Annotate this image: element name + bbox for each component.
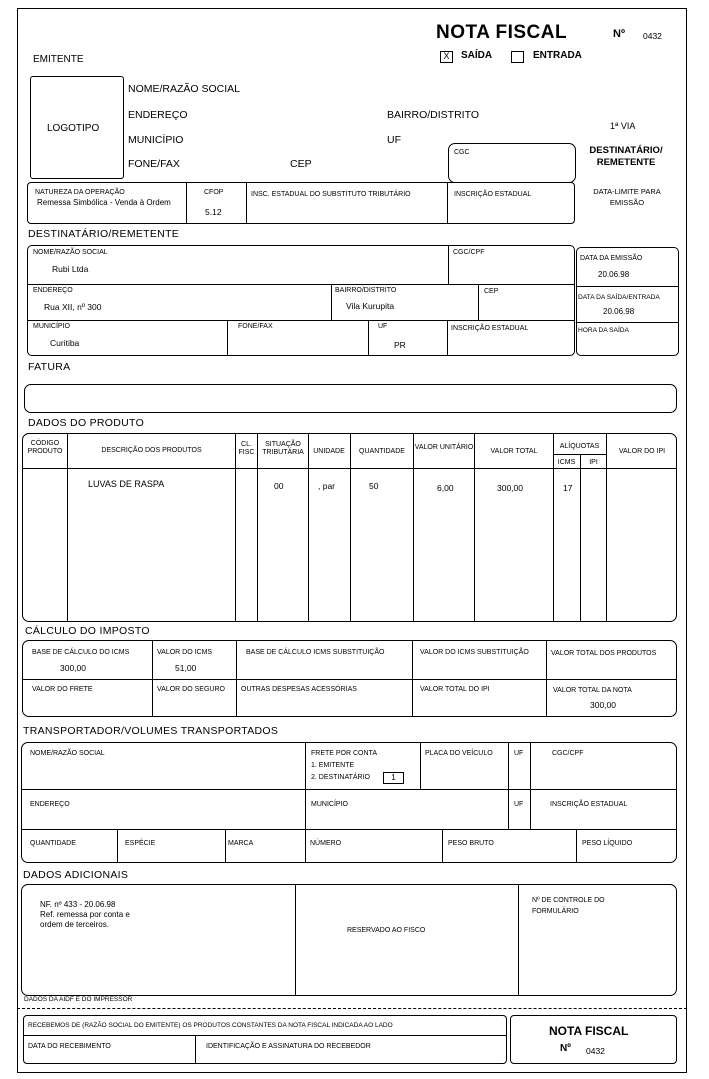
- item-situacao: 00: [274, 481, 284, 491]
- transp-uf-label: UF: [514, 750, 524, 757]
- valor-sub-label: VALOR DO ICMS SUBSTITUIÇÃO: [420, 649, 529, 656]
- dest-endereco-value: Rua XII, nº 300: [44, 302, 102, 312]
- emitente-cgc-label: CGC: [454, 149, 470, 156]
- col-unidade: UNIDADE: [313, 448, 345, 455]
- col-cl-fisc: CL. FISC: [238, 441, 255, 456]
- reservado-fisco: RESERVADO AO FISCO: [347, 927, 426, 934]
- col-valor-total: VALOR TOTAL: [490, 448, 538, 455]
- outras-label: OUTRAS DESPESAS ACESSÓRIAS: [241, 686, 357, 693]
- data-recebimento-label: DATA DO RECEBIMENTO: [28, 1043, 111, 1050]
- col-icms: ICMS: [557, 459, 576, 466]
- dest-bairro-label: BAIRRO/DISTRITO: [335, 287, 397, 294]
- produtos-section: DADOS DO PRODUTO: [28, 417, 145, 429]
- dest-nome-value: Rubi Ltda: [52, 264, 89, 274]
- fatura-box: [24, 384, 677, 413]
- emitente-endereco-label: ENDEREÇO: [128, 109, 188, 121]
- col-quantidade: QUANTIDADE: [359, 448, 405, 455]
- adic-texto-1: NF. nº 433 - 20.06.98: [40, 900, 116, 909]
- total-nota-label: VALOR TOTAL DA NOTA: [553, 687, 632, 694]
- data-emissao-value: 20.06.98: [598, 270, 630, 279]
- marca-label: MARCA: [228, 840, 254, 847]
- emitente-fone-label: FONE/FAX: [128, 158, 180, 170]
- nota-fiscal-title: NOTA FISCAL: [436, 22, 568, 43]
- emitente-nome-label: NOME/RAZÃO SOCIAL: [128, 83, 241, 95]
- dest-uf-value: PR: [394, 340, 406, 350]
- transp-nome-label: NOME/RAZÃO SOCIAL: [30, 750, 105, 757]
- saida-checkbox[interactable]: X: [440, 51, 453, 63]
- emitente-label: EMITENTE: [33, 54, 84, 65]
- fatura-section: FATURA: [28, 361, 71, 373]
- via-label: 1ª VIA: [610, 121, 636, 131]
- cfop-value: 5.12: [205, 207, 222, 217]
- canhoto-title: NOTA FISCAL: [549, 1024, 629, 1038]
- especie-label: ESPÉCIE: [125, 840, 156, 847]
- item-quantidade: 50: [369, 481, 379, 491]
- frete-conta-field[interactable]: 1: [383, 772, 404, 784]
- dest-insc-label: INSCRIÇÃO ESTADUAL: [451, 325, 529, 332]
- data-limite-label: DATA-LIMITE PARA EMISSÃO: [593, 187, 661, 207]
- dest-nome-label: NOME/RAZÃO SOCIAL: [33, 249, 108, 256]
- base-sub-label: BASE DE CÁLCULO ICMS SUBSTITUIÇÃO: [246, 649, 385, 656]
- numero-vol-label: NÚMERO: [310, 840, 342, 847]
- frete-opt2: 2. DESTINATÁRIO: [311, 774, 370, 781]
- frete-label: VALOR DO FRETE: [32, 686, 93, 693]
- item-valor-unitario: 6,00: [437, 483, 454, 493]
- valor-icms-value: 51,00: [175, 663, 197, 673]
- emitente-bairro-label: BAIRRO/DISTRITO: [387, 109, 479, 121]
- transp-endereco-label: ENDEREÇO: [30, 801, 70, 808]
- col-descricao: DESCRIÇÃO DOS PRODUTOS: [101, 447, 202, 454]
- logotipo-label: LOGOTIPO: [47, 123, 100, 134]
- recebemos-label: RECEBEMOS DE (RAZÃO SOCIAL DO EMITENTE) OS PRODUTOS CONSTANTES DA NOTA FISCAL INDICADA AO LADO: [28, 1022, 393, 1029]
- dest-cep-label: CEP: [484, 288, 499, 295]
- dest-cgc-label: CGC/CPF: [453, 249, 485, 256]
- dest-rem-label: DESTINATÁRIO/ REMETENTE: [589, 145, 663, 168]
- emitente-uf-label: UF: [387, 134, 401, 146]
- entrada-checkbox[interactable]: [511, 51, 524, 63]
- canhoto-nota-box: [510, 1015, 677, 1064]
- item-unidade: , par: [318, 481, 336, 491]
- numero-value: 0432: [643, 31, 662, 41]
- natureza-label: NATUREZA DA OPERAÇÃO: [35, 189, 125, 196]
- transportador-section: TRANSPORTADOR/VOLUMES TRANSPORTADOS: [23, 725, 279, 737]
- transp-uf2-label: UF: [514, 801, 524, 808]
- dest-bairro-value: Vila Kurupita: [346, 301, 395, 311]
- total-nota-value: 300,00: [590, 700, 616, 710]
- col-codigo: CÓDIGO PRODUTO: [27, 440, 63, 455]
- canhoto-numero-label: Nº: [560, 1043, 571, 1054]
- seguro-label: VALOR DO SEGURO: [157, 686, 225, 693]
- dest-municipio-value: Curitiba: [50, 338, 80, 348]
- numero-label: Nº: [613, 28, 625, 40]
- transp-municipio-label: MUNICÍPIO: [311, 801, 348, 808]
- entrada-label: ENTRADA: [533, 50, 582, 61]
- data-saida-label: DATA DA SAÍDA/ENTRADA: [578, 294, 660, 301]
- total-ipi-label: VALOR TOTAL DO IPI: [420, 686, 490, 693]
- cfop-label: CFOP: [204, 189, 224, 196]
- frete-conta-label: FRETE POR CONTA: [311, 750, 377, 757]
- insc-substituto-label: INSC. ESTADUAL DO SUBSTITUTO TRIBUTÁRIO: [251, 191, 411, 198]
- hora-saida-label: HORA DA SAÍDA: [578, 327, 629, 334]
- emitente-cep-label: CEP: [290, 158, 312, 170]
- destinatario-box: [27, 245, 575, 356]
- adicionais-section: DADOS ADICIONAIS: [23, 869, 129, 881]
- item-icms: 17: [563, 483, 573, 493]
- col-situacao: SITUAÇÃO TRIBUTÁRIA: [262, 441, 304, 456]
- insc-estadual-label: INSCRIÇÃO ESTADUAL: [454, 191, 532, 198]
- transp-insc-label: INSCRIÇÃO ESTADUAL: [550, 801, 628, 808]
- quantidade-label: QUANTIDADE: [30, 840, 76, 847]
- dest-uf-label: UF: [378, 323, 388, 330]
- placa-label: PLACA DO VEÍCULO: [425, 750, 493, 757]
- frete-opt1: 1. EMITENTE: [311, 762, 355, 769]
- dest-endereco-label: ENDEREÇO: [33, 287, 73, 294]
- dest-municipio-label: MUNICÍPIO: [33, 323, 70, 330]
- col-ipi: IPI: [589, 459, 598, 466]
- adic-texto-3: ordem de terceiros.: [40, 920, 109, 929]
- total-produtos-label: VALOR TOTAL DOS PRODUTOS: [551, 650, 657, 657]
- controle-formulario: Nº DE CONTROLE DO FORMULÁRIO: [532, 897, 605, 915]
- cut-line: [17, 1008, 687, 1009]
- col-aliquotas: ALÍQUOTAS: [559, 443, 600, 450]
- destinatario-section: DESTINATÁRIO/REMETENTE: [28, 228, 180, 240]
- dest-fone-label: FONE/FAX: [238, 323, 273, 330]
- valor-icms-label: VALOR DO ICMS: [157, 649, 213, 656]
- col-valor-ipi: VALOR DO IPI: [618, 448, 666, 455]
- imposto-section: CÁLCULO DO IMPOSTO: [25, 625, 150, 637]
- data-saida-value: 20.06.98: [603, 307, 635, 316]
- item-valor-total: 300,00: [497, 483, 523, 493]
- col-valor-unitario: VALOR UNITÁRIO: [414, 444, 474, 451]
- item-descricao: LUVAS DE RASPA: [88, 479, 165, 489]
- canhoto-numero-value: 0432: [586, 1046, 605, 1056]
- base-icms-label: BASE DE CÁLCULO DO ICMS: [32, 649, 130, 656]
- adic-texto-2: Ref. remessa por conta e: [40, 910, 130, 919]
- peso-bruto-label: PESO BRUTO: [448, 840, 494, 847]
- aidf-label: DADOS DA AIDF E DO IMPRESSOR: [24, 996, 133, 1003]
- natureza-value: Remessa Simbólica - Venda à Ordem: [37, 198, 171, 207]
- base-icms-value: 300,00: [60, 663, 86, 673]
- saida-label: SAÍDA: [461, 50, 493, 61]
- identificacao-label: IDENTIFICAÇÃO E ASSINATURA DO RECEBEDOR: [206, 1043, 371, 1050]
- peso-liquido-label: PESO LÍQUIDO: [582, 840, 633, 847]
- transp-cgc-label: CGC/CPF: [552, 750, 584, 757]
- data-emissao-label: DATA DA EMISSÃO: [580, 255, 643, 262]
- emitente-municipio-label: MUNICÍPIO: [128, 134, 184, 146]
